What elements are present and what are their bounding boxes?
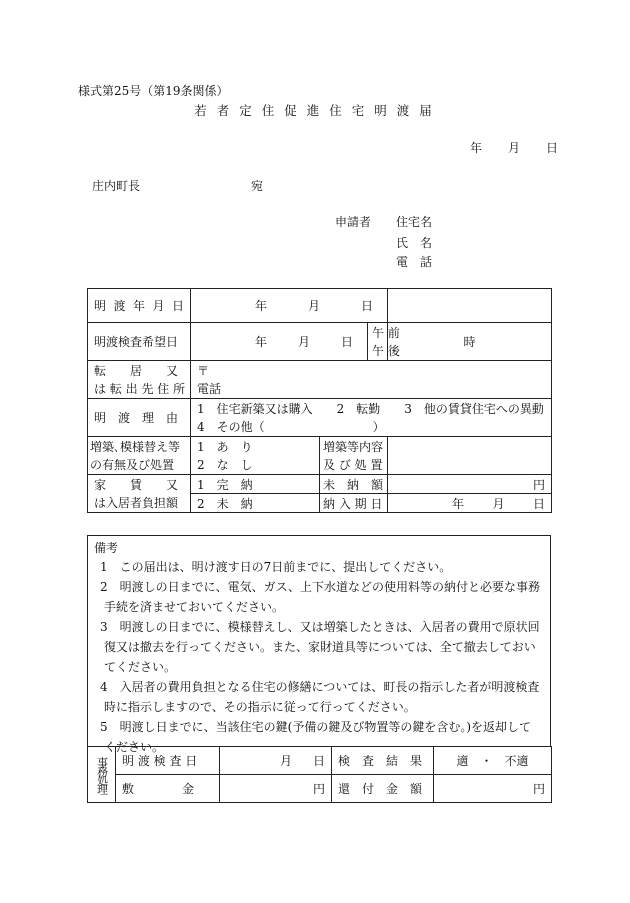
move-out-date-field[interactable]: 年 月 日	[191, 289, 388, 323]
move-out-date-label: 明 渡 年 月 日	[88, 289, 191, 323]
unpaid-amount-label: 未 納 額	[320, 475, 388, 494]
inspection-hour-field[interactable]: 時	[388, 323, 552, 361]
extension-detail-label: 増築等内容 及 び 処 置	[320, 437, 388, 475]
note-3: 3 明渡しの日までに、模様替えし、又は増築したときは、入居者の費用で原状回復又は撤去を行ってください。また、家財道具等については、全て撤去しておいてください。	[100, 620, 540, 674]
extension-label: 増築､模様替え等 の有無及び処置	[88, 437, 191, 475]
note-4: 4 入居者の費用負担となる住宅の修繕については、町長の指示した者が明渡検査時に指示しますので、その指示に従って行ってください。	[100, 680, 540, 714]
inspection-day-label: 明 渡 検 査 日	[116, 747, 220, 775]
extension-no[interactable]: 2 な し	[197, 457, 253, 472]
reason-options[interactable]	[191, 399, 552, 437]
deposit-label: 敷 金	[116, 775, 220, 803]
day-label: 日	[546, 141, 559, 155]
applicant-address: 住宅名	[396, 215, 433, 229]
deposit-field[interactable]: 円	[220, 775, 332, 803]
inspection-result-field[interactable]: 適 ・ 不適	[434, 747, 552, 775]
pm-option[interactable]: 午 後	[372, 343, 400, 358]
reason-line-1[interactable]: 1 住宅新築又は購入 2 転勤 3 他の賃貸住宅への異動	[197, 401, 544, 416]
notes-section	[87, 535, 551, 754]
extension-options[interactable]	[191, 437, 320, 475]
inspection-date-label: 明渡検査希望日	[88, 323, 191, 361]
rent-label: 家 賃 又 は入居者負担額	[88, 475, 191, 513]
reason-label: 明 渡 理 由	[88, 399, 191, 437]
reason-line-2[interactable]: 4 その他（ ）	[197, 419, 385, 434]
forwarding-phone-label: 電話	[197, 382, 222, 396]
move-out-form-table	[87, 288, 552, 513]
rent-unpaid-option[interactable]: 2 未 納	[191, 494, 320, 513]
inspection-result-label: 検 査 結 果	[332, 747, 434, 775]
applicant-name: 氏 名	[396, 236, 433, 250]
office-processing-label: 事務処理	[88, 747, 116, 803]
forwarding-address-label: 転 居 又 は 転 出 先 住 所	[88, 361, 191, 399]
note-5: 5 明渡し日までに、当該住宅の鍵(予備の鍵及び物置等の鍵を含む。)を返却してください。	[100, 720, 532, 754]
addressee-suffix: 宛	[251, 179, 264, 193]
form-number: 様式第25号（第19条関係）	[78, 84, 229, 98]
extension-yes[interactable]: 1 あ り	[197, 439, 253, 454]
extension-detail-field[interactable]	[388, 437, 552, 475]
am-pm-choice[interactable]	[368, 323, 400, 361]
move-out-date-extra	[388, 289, 552, 323]
office-processing-table	[87, 746, 552, 803]
rent-paid-option[interactable]: 1 完 納	[191, 475, 320, 494]
year-label: 年	[470, 141, 483, 155]
applicant-label: 申請者	[335, 215, 372, 229]
forwarding-address-field[interactable]	[191, 361, 552, 399]
unpaid-amount-field[interactable]: 円	[388, 475, 552, 494]
form-title: 若者定住促進住宅明渡届	[194, 103, 442, 118]
due-date-field[interactable]: 年 月 日	[388, 494, 552, 513]
applicant-phone: 電 話	[396, 255, 433, 269]
submission-date	[470, 139, 558, 156]
month-label: 月	[508, 141, 521, 155]
notes-heading: 備考	[94, 541, 119, 555]
inspection-date-field[interactable]: 年 月 日	[191, 323, 368, 361]
due-date-label: 納 入 期 日	[320, 494, 388, 513]
am-option[interactable]: 午 前	[372, 325, 400, 340]
postal-mark: 〒	[197, 364, 210, 378]
inspection-day-field[interactable]: 月 日	[220, 747, 332, 775]
note-1: 1 この届出は、明け渡す日の7日前までに、提出してください。	[100, 560, 452, 574]
note-2: 2 明渡しの日までに、電気、ガス、上下水道などの使用料等の納付と必要な事務手続を済ませておいてください。	[100, 580, 540, 614]
refund-field[interactable]: 円	[434, 775, 552, 803]
addressee-name: 庄内町長	[92, 179, 141, 193]
refund-label: 還 付 金 額	[332, 775, 434, 803]
